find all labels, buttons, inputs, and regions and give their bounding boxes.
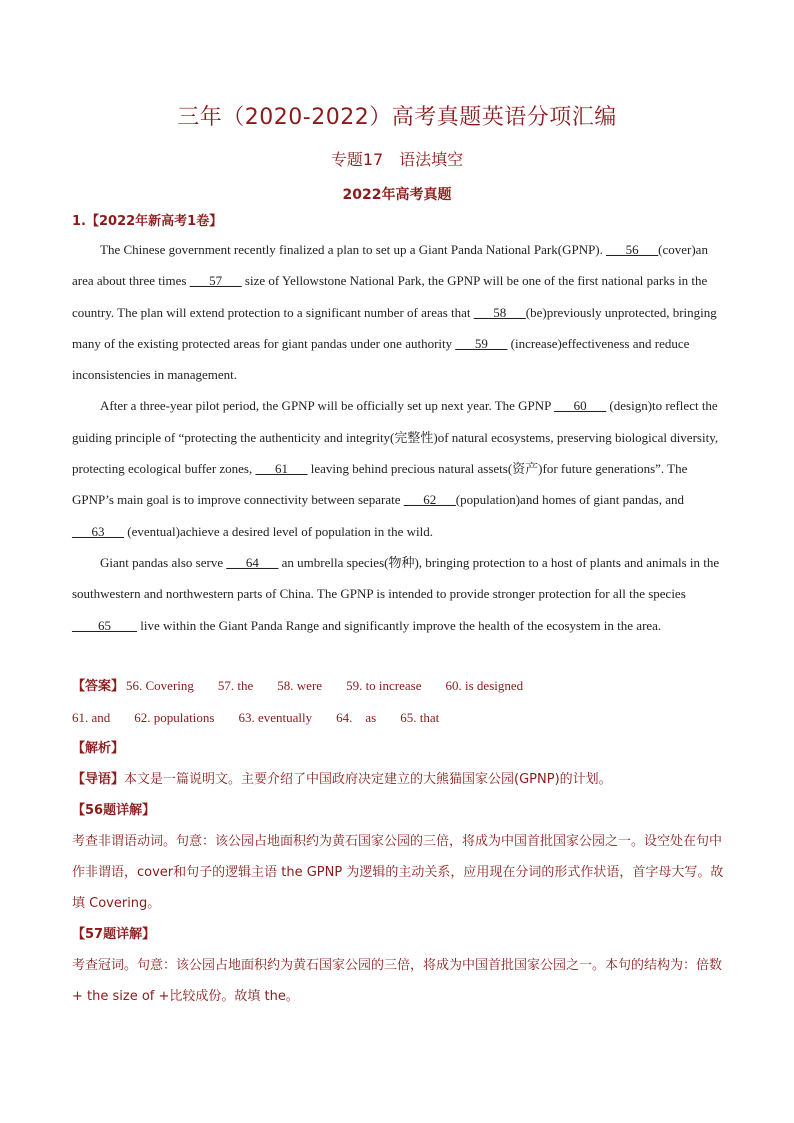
blank-61: ___61___ (255, 461, 308, 477)
q57-label: 【57题详解】 (72, 927, 156, 942)
passage (72, 234, 724, 641)
blank-56: ___56___ (606, 242, 659, 257)
section-heading: 2022年高考真题 (342, 187, 452, 203)
topic-subtitle: 专题17 语法填空 (330, 150, 464, 169)
guide-line (72, 764, 724, 795)
blank-62: ___62___ (403, 492, 456, 508)
passage-paragraph-3: Giant pandas also serve ___64___ an umbrella species(物种), bringing protection to a host of plants and animals in the southwestern and northwestern parts of China. The GPNP is intended to provide stronger protection for all the species ____65____ live within the Giant Panda Range and significantly improve the health of the ecosystem in the area. (72, 554, 720, 633)
answer-item: 61. and (72, 710, 111, 726)
guide-text: 本文是一篇说明文。主要介绍了中国政府决定建立的大熊猫国家公园(GPNP)的计划。 (124, 772, 612, 787)
q56-label: 【56题详解】 (72, 803, 156, 818)
answer-item: 57. the (217, 678, 254, 693)
document-title: 三年（2020-2022）高考真题英语分项汇编 (177, 105, 617, 130)
answer-item: 62. populations (134, 710, 215, 726)
blank-57: ___57___ (189, 273, 242, 289)
answer-item: 60. is designed (445, 678, 524, 693)
answer-row-2 (72, 702, 724, 733)
answer-item: 58. were (277, 678, 323, 693)
passage-paragraph-2: After a three-year pilot period, the GPNP will be officially set up next year. The GPNP ___60___ (design)to reflect the guiding principle of “protecting the authenticity and integrity(完整性)of natural ecosystems, preserving biological diversity, protecting ecological buffer zones, ___61___ leaving behind precious natural assets(资产)for future generations”. The GPNP’s main goal is to improve connectivity between separate ___62___(population)and homes of giant pandas, and ___63___ (eventual)achieve a desired level of population in the wild. (72, 398, 719, 539)
q56-explanation: 考查非谓语动词。句意：该公园占地面积约为黄石国家公园的三倍，将成为中国首批国家公园之一。设空处在句中作非谓语，cover和句子的逻辑主语 the GPNP 为逻辑的主动关系，应用现在分词的形式作状语，首字母大写。故填 Covering。 (72, 834, 724, 911)
question-header: 1.【2022年新高考1卷】 (72, 214, 223, 229)
answer-item: 63. eventually (238, 710, 313, 726)
answer-item: 56. Covering (126, 678, 194, 693)
q57-explanation: 考查冠词。句意：该公园占地面积约为黄石国家公园的三倍，将成为中国首批国家公园之一。本句的结构为：倍数+ the size of +比较成份。故填 the。 (72, 958, 723, 1004)
blank-63: ___63___ (72, 523, 124, 539)
analysis-section (72, 733, 724, 1012)
answer-key (72, 670, 724, 734)
answer-row-1 (72, 670, 724, 702)
guide-label: 【导语】 (72, 772, 125, 787)
blank-58: ___58___ (473, 304, 526, 320)
blank-64: ___64___ (226, 554, 279, 570)
blank-65: ____65____ (72, 617, 137, 633)
answer-label: 【答案】 (72, 679, 125, 694)
blank-60: ___60___ (554, 398, 607, 414)
answer-item: 65. that (400, 710, 440, 726)
answer-item: 59. to increase (346, 678, 422, 693)
passage-paragraph-1: The Chinese government recently finalized a plan to set up a Giant Panda National Park(GPNP). ___56___(cover)an area about three times ___57___ size of Yellowstone National Park, the GPNP will be one of the first national parks in the country. The plan will extend protection to a significant number of areas that ___58___(be)previously unprotected, bringing many of the existing protected areas for giant pandas under one authority ___59___ (increase)effectiveness and reduce inconsistencies in management. (72, 242, 717, 383)
answer-item: 64. as (336, 710, 377, 726)
blank-59: ___59___ (455, 335, 508, 351)
analysis-label: 【解析】 (72, 741, 125, 756)
